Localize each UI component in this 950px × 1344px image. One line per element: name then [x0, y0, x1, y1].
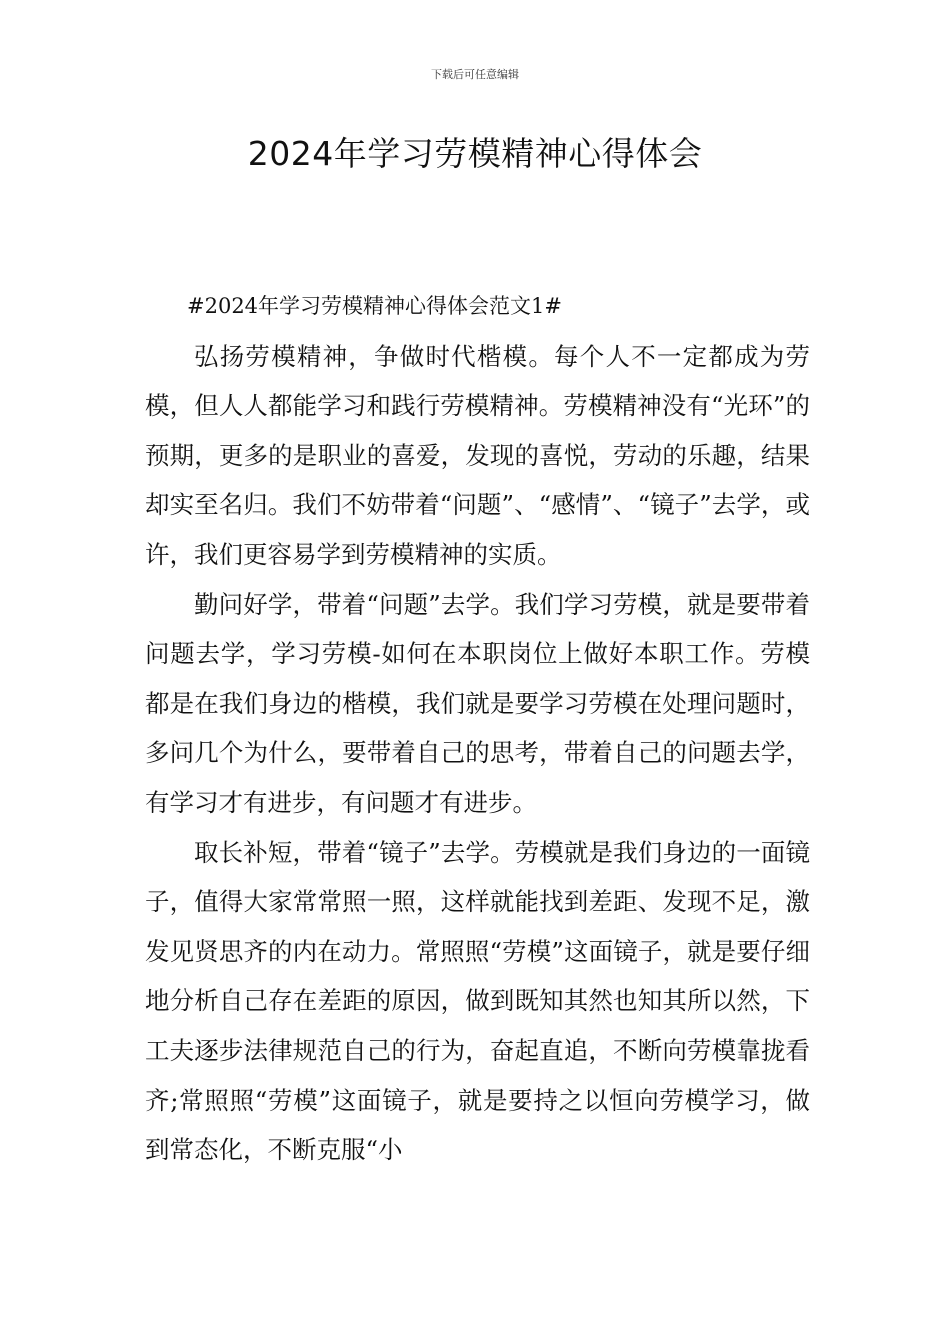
section-heading: #2024年学习劳模精神心得体会范文1# — [187, 294, 562, 318]
document-body — [145, 282, 810, 1175]
header-note: 下载后可任意编辑 — [431, 68, 519, 81]
paragraph-3: 取长补短，带着“镜子”去学。劳模就是我们身边的一面镜子，值得大家常常照一照，这样就能找到差距、发现不足，激发见贤思齐的内在动力。常照照“劳模”这面镜子，就是要仔细地分析自己存在差距的原因，做到既知其然也知其所以然，下工夫逐步法律规范自己的行为，奋起直追，不断向劳模靠拢看齐;常照照“劳模”这面镜子，就是要持之以恒向劳模学习，做到常态化，不断克服“小 — [145, 837, 810, 1165]
paragraph-2: 勤问好学，带着“问题”去学。我们学习劳模，就是要带着问题去学，学习劳模-如何在本职岗位上做好本职工作。劳模都是在我们身边的楷模，我们就是要学习劳模在处理问题时，多问几个为什么，要带着自己的思考，带着自己的问题去学，有学习才有进步，有问题才有进步。 — [145, 589, 810, 817]
document-title: 2024年学习劳模精神心得体会 — [247, 134, 703, 173]
paragraph-1: 弘扬劳模精神，争做时代楷模。每个人不一定都成为劳模，但人人都能学习和践行劳模精神。劳模精神没有“光环”的预期，更多的是职业的喜爱，发现的喜悦，劳动的乐趣，结果却实至名归。我们不妨带着“问题”、“感情”、“镜子”去学，或许，我们更容易学到劳模精神的实质。 — [145, 341, 810, 569]
